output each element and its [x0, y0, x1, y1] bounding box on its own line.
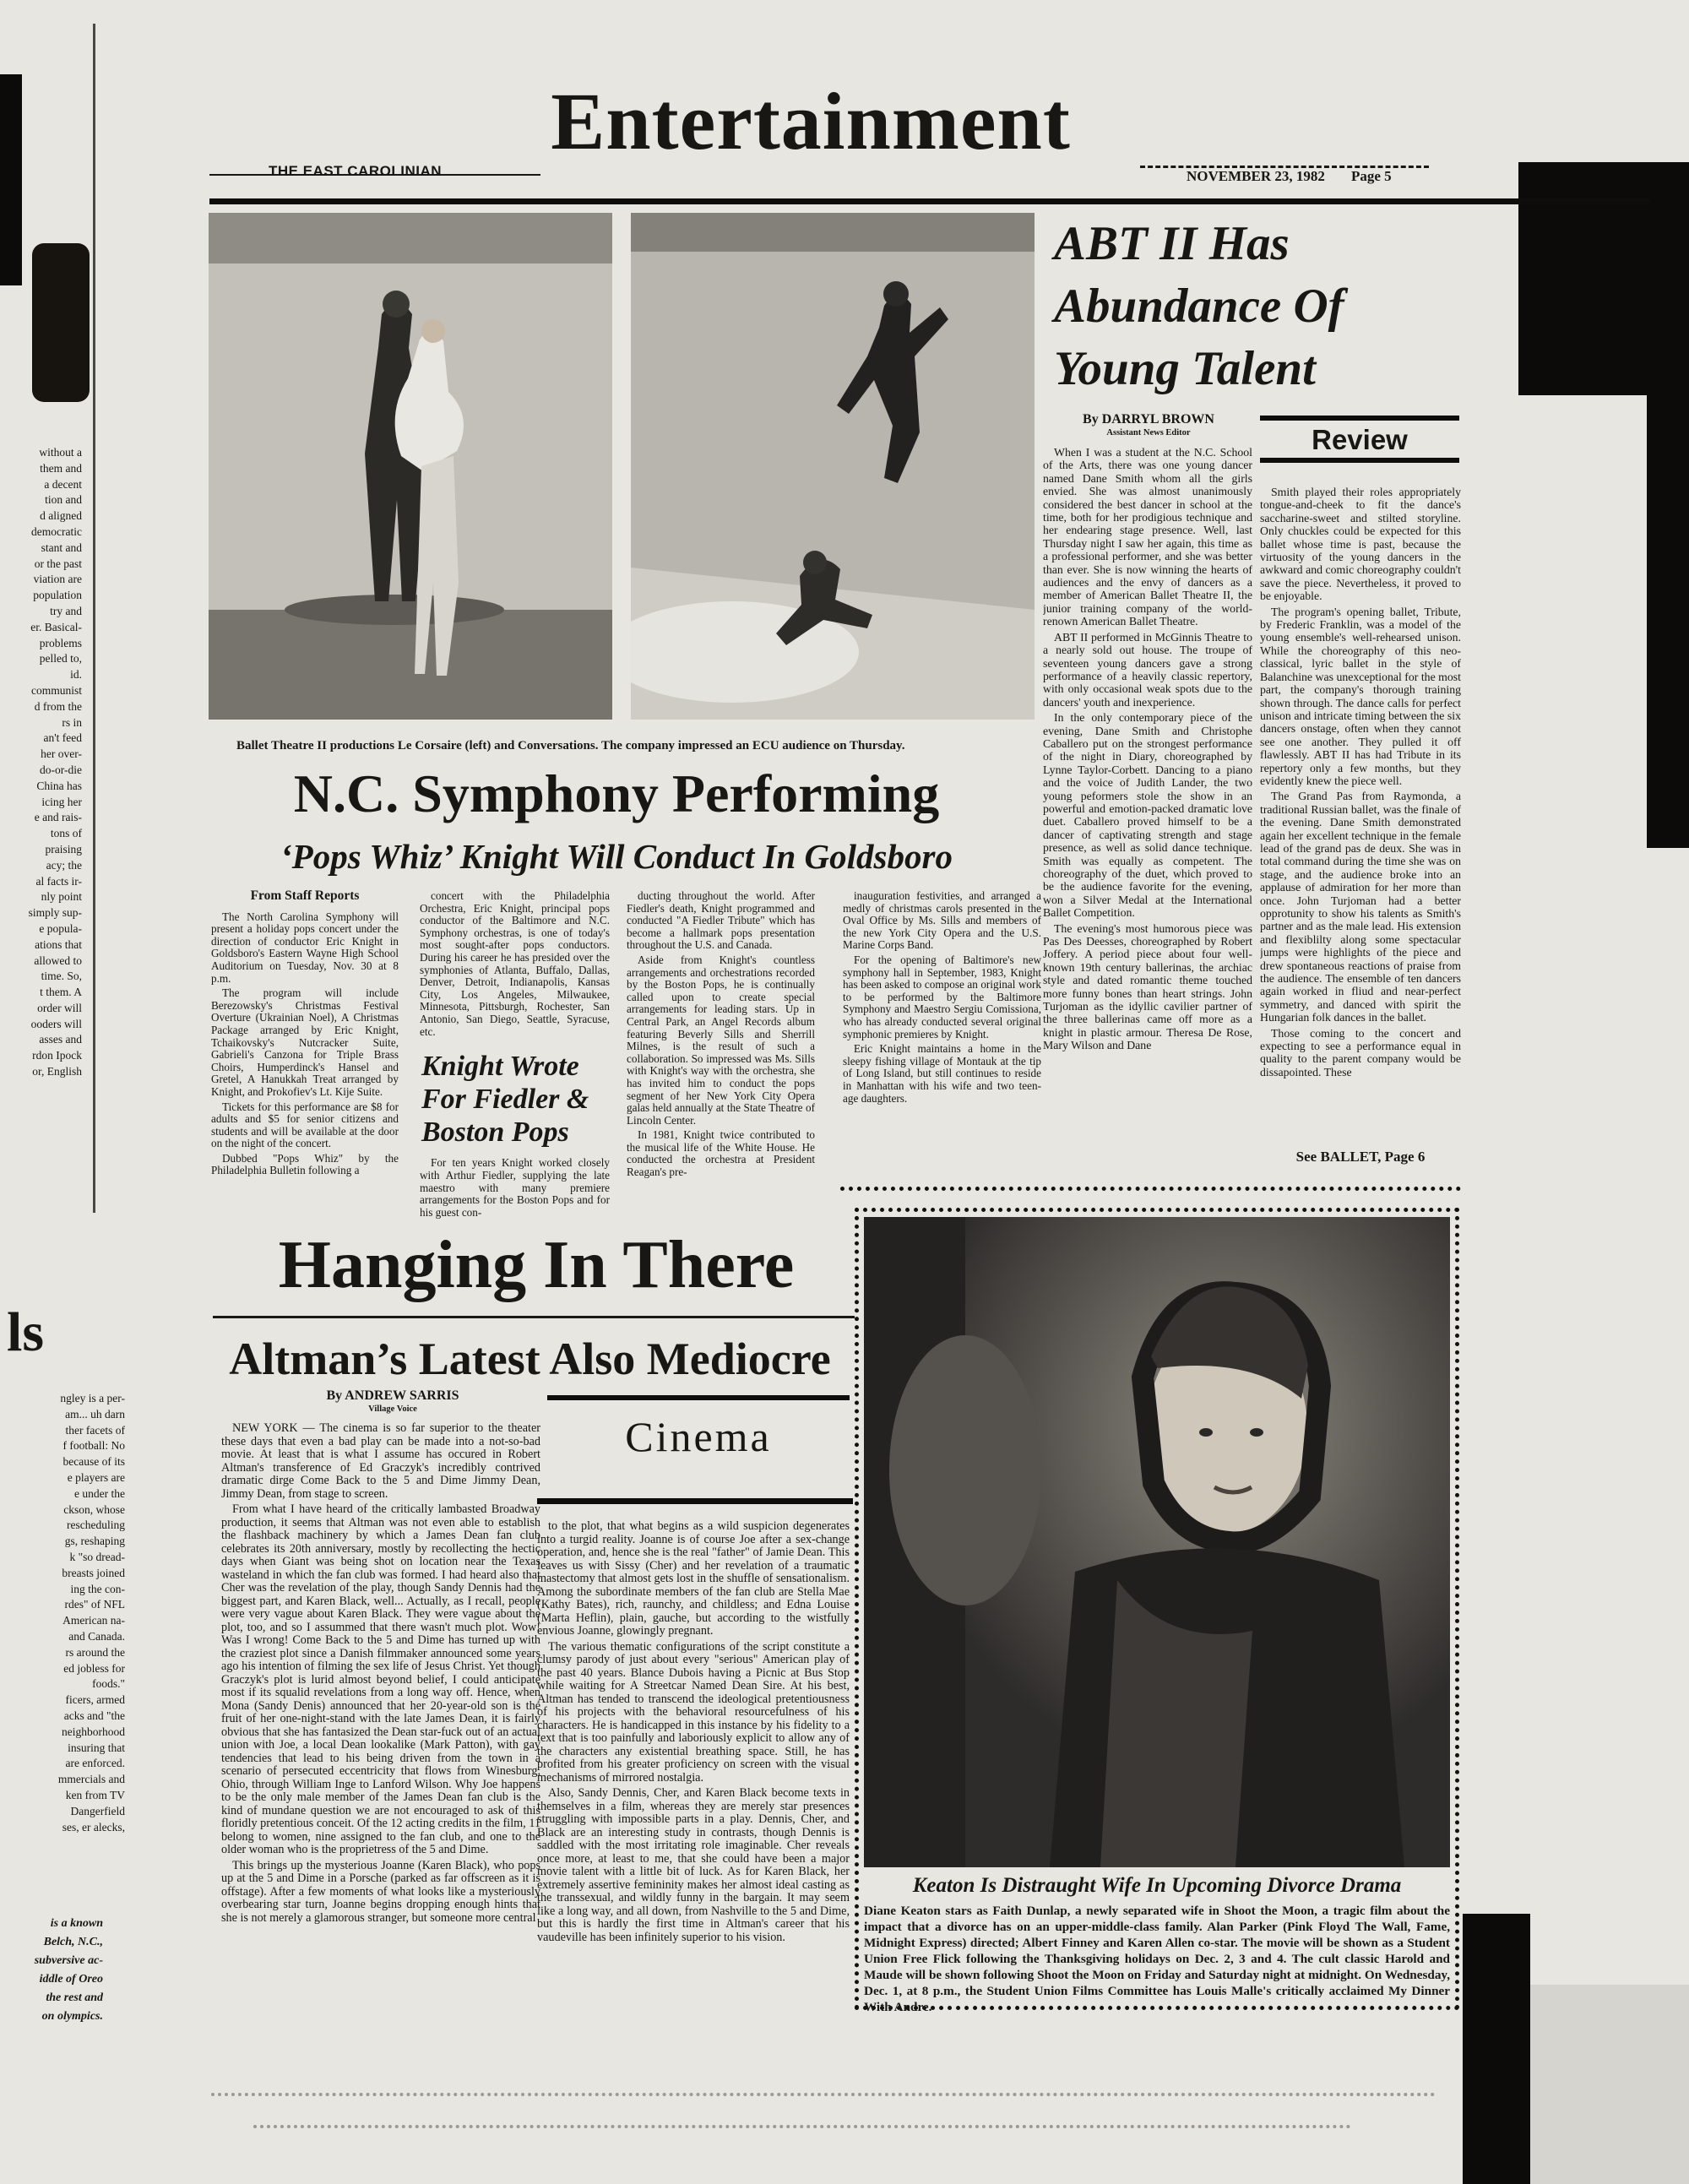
paragraph: id. [70, 668, 82, 682]
paragraph: communist [31, 683, 82, 697]
abt-byline-name: By DARRYL BROWN [1083, 412, 1214, 426]
ballet-photo-left [209, 213, 612, 720]
paragraph: order will [37, 1001, 82, 1014]
scan-black-strip-right [1647, 162, 1689, 848]
page-edge-line [93, 24, 95, 1213]
paragraph: gs, reshaping [64, 1535, 125, 1548]
cinema-byline-name: By ANDREW SARRIS [326, 1388, 459, 1403]
paragraph: inauguration festivities, and arranged a medly of christmas carols presented in the Oval Office by Ms. Sills and members of the new York City Opera and the U.S. Marine Corps Band. [843, 890, 1041, 952]
paragraph: population [33, 589, 82, 602]
paragraph: rdes" of NFL [64, 1598, 125, 1611]
cinema-column-1 [221, 1422, 540, 2018]
paragraph: icing her [41, 795, 82, 808]
symphony-column-1-text [211, 911, 399, 1177]
paragraph: d from the [34, 699, 82, 713]
abt-column-1 [1043, 446, 1252, 1162]
adjacent-page-fragments-bottom [0, 1915, 103, 2051]
adjacent-page-fragments-top [0, 446, 82, 1198]
paragraph: ther facets of [65, 1423, 125, 1437]
paragraph: For ten years Knight worked closely with Arthur Fiedler, supplying the late maestro with many premiere arrangements for the Boston Pops and for his guest con- [420, 1156, 610, 1219]
paragraph: problems [39, 636, 82, 649]
scan-dotted-artifact [253, 2125, 1351, 2128]
paragraph: Smith played their roles appropriately tongue-and-cheek to fit the dance's saccharine-sweet and stilted storyline. Only chuckles could be expected for this ballet whose time is past, because the virtuosity of the young dancers in the awkward and comic choreography couldn't save the piece. Nevertheless, it proved to be enjoyable. [1260, 486, 1461, 603]
paragraph: The evening's most humorous piece was Pas Des Deesses, choreographed by Robert Joffery. A period piece about four well-known 19th century ballerinas, the archiac style and dated romantic theme touched more funny bones than heart strings. John Turjoman as the idyllic cavilier partner of the three ballerinas came off more as a knight in plastic armour. Theresa De Rose, Mary Wilson and Dane [1043, 921, 1252, 1052]
keaton-photo-art [864, 1217, 1450, 1867]
jump-line: See BALLET, Page 6 [1295, 1149, 1426, 1165]
paragraph: al facts ir- [35, 874, 82, 888]
paragraph: Tickets for this performance are $8 for adults and $5 for senior citizens and students and will be available at the door on the night of the concert. [211, 1100, 399, 1150]
paragraph: an't feed [43, 731, 82, 745]
paragraph: foods." [92, 1677, 125, 1691]
paragraph: democratic [31, 524, 82, 538]
paragraph: rescheduling [67, 1518, 125, 1532]
paragraph: Dubbed "Pops Whiz" by the Philadelphia Bulletin following a [211, 1151, 399, 1177]
paragraph: From what I have heard of the critically lambasted Broadway production, it seems that Altman was not even able to establish the flashback machinery by which a James Dean fan club celebrates its 20th anniversary, mostly by recollecting the hectic days when Giant was being shot on location near the Texas wasteland in which the fan club was formed. I had heard also that Cher was the revelation of the play, though Sandy Dennis had the biggest part, and Karen Black, well... Actually, as I recall, people were very vague about Karen Black. They were vague about the plot, too, and so I assummed that there wasn't much plot. Wow! Was I wrong! Come Back to the 5 and Dime has turned up with the craziest plot since a Danish filmmaker announced some years ago his intention of filming the sex life of Jesus Christ. Yet though Graczyk's plot is lurid almost beyond belief, I could anticipate most if its squalid revelations from a long way off. Hence, when Mona (Sandy Denis) announced that her 20-year-old son is the fruit of her one-night-stand with the late James Dean, it is fairly obvious that she has fantasized the Dean star-fuck out of an actual union with Joe, a local Dean lookalike (Mark Patton), with gay tendencies that lead to his being driven from the town in a scenario of persecuted eccentricity that flows from Winesburg, Ohio, through William Inge to Lanford Wilson. Why Joe happens to be the only male member of the James Dean fan club is the kind of mundane question we are not encouraged to ask of this floridly pretentious conceit. Of the 12 acting credits in the film, 11 belong to women, nine assigned to the fan club, and one to the older woman who is the proprietress of the 5 and Dime. [221, 1502, 540, 1856]
cinema-headline: Hanging In There [278, 1228, 795, 1302]
cinema-label-rule-bottom [537, 1498, 853, 1504]
cinema-label-rule-top [547, 1395, 850, 1400]
review-box [1260, 416, 1459, 463]
paragraph: This brings up the mysterious Joanne (Karen Black), who pops up at the 5 and Dime in a Porsche (parked as far offscreen as it is offstage). After a few moments of what looks like a mysteriously overbearing star turn, Joanne begins dropping enough hints that she is not merely a glamorous stranger, but someone more central [221, 1858, 540, 1925]
paragraph: e and rais- [34, 811, 82, 824]
paragraph: is a known [50, 1917, 103, 1930]
paragraph: praising [45, 842, 82, 856]
abt-byline [1045, 412, 1252, 437]
review-label: Review [1312, 424, 1408, 455]
paragraph: tons of [50, 827, 82, 840]
keaton-caption: Diane Keaton stars as Faith Dunlap, a newly separated wife in Shoot the Moon, a tragic film about the impact that a divorce has on an upper-middle-class family. Alan Parker (Pink Floyd The Wall, Fame, Midnight Express) directed; Albert Finney and Karen Allen co-star. The movie will be shown as a Student Union Free Flick following the Thanksgiving holidays on Dec. 2, 3 and 4. The cult classic Harold and Maude will be shown following Shoot the Moon on Friday and Saturday night at midnight. On Wednesday, Dec. 1, at 8 p.m., the Student Union Films Committee has Louis Malle's critically acclaimed My Dinner With Andre. [864, 1904, 1450, 2014]
paragraph: try and [50, 604, 82, 617]
abt-headline: ABT II Has Abundance Of Young Talent [1054, 217, 1344, 396]
paragraph: The North Carolina Symphony will present a holiday pops concert under the direction of conductor Eric Knight in Goldsboro's Eastern Wayne High School Auditorium on Tuesday, Nov. 30 at 8 p.m. [211, 910, 399, 985]
paragraph: do-or-die [40, 763, 82, 776]
paragraph: them and [40, 461, 82, 475]
paragraph: Also, Sandy Dennis, Cher, and Karen Black become texts in themselves in a film, whereas they are merely star presences struggling with impossible parts in a play. Dennis, Cher, and Black are an interesting study in contrasts, though Dennis is saddled with the most irritating role imaginable. Cher reveals once more, at least to me, that she could have been a major movie talent with a little bit of luck. As for Karen Black, her extremely assertive femininity makes her almost ideal casting as the transsexual, and wildly funny in the bargain. It may seem like a long way, and all down, from Nashville to the 5 and Dime, but this is hardly the first time in Altman's career that his vaudeville has been infinitely superior to his vision. [537, 1786, 850, 1944]
paragraph: without a [39, 446, 82, 459]
paragraph: k "so dread- [69, 1550, 125, 1563]
paragraph: time. So, [41, 970, 82, 983]
paragraph: e popula- [39, 921, 82, 935]
symphony-column-3 [627, 890, 815, 1221]
paragraph: ducting throughout the world. After Fiedler's death, Knight programmed and conducted "A Fiedler Tribute" which has become a hallmark pops presentation throughout the U.S. and Canada. [627, 890, 815, 952]
paragraph: e under the [74, 1486, 125, 1500]
staff-credit: From Staff Reports [250, 890, 360, 903]
ballet-photo-right [631, 213, 1035, 720]
paragraph: ficers, armed [65, 1693, 125, 1707]
section-title: Entertainment [551, 76, 1071, 166]
paragraph: viation are [33, 573, 82, 586]
paragraph: Dangerfield [70, 1804, 125, 1817]
paragraph: Belch, N.C., [43, 1936, 103, 1948]
abt-column-2 [1260, 486, 1461, 1143]
paragraph: When I was a student at the N.C. School of the Arts, there was one young dancer named Dane Smith whom all the girls envied. She was almost unanimously considered the best dancer in school at the time, both for her prodigious technique and her endearing stage presence. Well, last Thursday night I saw her again, this time as a professional performer, and she was better than ever. She is now winning the hearts of audiences and the envy of dancers as a member of American Ballet Theatre II, the junior training company of the world-renown American Ballet Theatre. [1043, 446, 1252, 628]
paragraph: American na- [62, 1614, 125, 1627]
symphony-column-4 [843, 890, 1041, 1169]
paragraph: The Grand Pas from Raymonda, a traditional Russian ballet, was the finale of the evening. Dane Smith demonstrated again her excellent technique in the female lead of the grand pas de deux. She was in total command during the time she was on stage, and the audience broke into an applause of admiration for her more than once. John Turjoman had a better opprotunity to show his talents as Smith's partner and as the male lead. His extension and flexiblilty along some spectacular jumps were highlights of the piece and drew spontaneous reactions of praise from the audience. The ensemble of ten dancers again worked in fliud and near-perfect symmetry, and danced with spirit the Hungarian folk dances in the ballet. [1260, 790, 1461, 1024]
paragraph: a decent [44, 477, 82, 491]
dateline: NOVEMBER 23, 1982 [1187, 168, 1325, 184]
header-rule-thick [209, 198, 1650, 204]
paragraph: asses and [39, 1033, 82, 1046]
knight-subhead: Knight Wrote For Fiedler & Boston Pops [421, 1051, 589, 1149]
cinema-label: Cinema [625, 1413, 772, 1460]
paragraph: ooders will [30, 1017, 82, 1030]
cinema-headline-rule [213, 1316, 855, 1318]
paragraph: acks and "the [63, 1709, 125, 1722]
paragraph: allowed to [34, 953, 82, 967]
symphony-column-2-text-top [420, 890, 610, 1038]
paragraph: rs around the [65, 1645, 125, 1659]
paragraph: ing the con- [70, 1582, 125, 1595]
paragraph: ABT II performed in McGinnis Theatre to a nearly sold out house. The troupe of seventeen young dancers gave a strong performance of a heavily classic repertory, with only occasional weak spots due to the dancers' youth and inexperience. [1043, 630, 1252, 709]
paragraph: acy; the [46, 858, 82, 872]
paragraph: ckson, whose [63, 1502, 125, 1516]
paragraph: t them. A [40, 986, 82, 999]
paragraph: Those coming to the concert and expecting to see a performance equal in quality to the parent company would be dissapointed. These [1260, 1026, 1461, 1078]
paragraph: er. Basical- [30, 620, 82, 633]
paragraph: insuring that [68, 1741, 125, 1754]
paragraph: ations that [35, 937, 82, 951]
paragraph: the rest and [46, 1991, 103, 2004]
symphony-column-1 [211, 890, 399, 1221]
section-dotted-rule [840, 1187, 1461, 1191]
paragraph: The various thematic configurations of the script constitute a clumsy parody of just about every "serious" American play of the past 40 years. Blance Dubois having a Picnic at Bus Stop while waiting for A Streetcar Named Dean Sire. At his best, Altman has tended to transcend the ideological pretentiousness of his projects with the behavioral resourcefulness of his characters. He is handicapped in this instance by his fidelity to a text that is too painfully and laboriously explicit to allow any of the characters any existential breathing space. Still, he has profited from his greater proficiency on screen with the visual mechanisms of mirrored nostalgia. [537, 1639, 850, 1785]
paragraph: ken from TV [65, 1788, 125, 1801]
scan-gray-panel [1530, 1985, 1689, 2184]
paragraph: For the opening of Baltimore's new symphony hall in September, 1983, Knight has been asked to compose an original work to be performed by the Baltimore Symphony and Maestro Sergiu Comissiona, who has already conducted several original symphonic premieres by Knight. [843, 953, 1041, 1040]
paragraph: subversive ac- [34, 1954, 103, 1967]
paragraph: because of its [62, 1455, 125, 1469]
paragraph: d aligned [40, 509, 82, 523]
paragraph: neighborhood [62, 1725, 125, 1738]
ballet-photo-right-art [631, 213, 1035, 720]
abt-byline-title: Assistant News Editor [1106, 428, 1191, 437]
adjacent-page-fragments-sports [0, 1392, 125, 1899]
adjacent-page-ad-art [32, 243, 90, 402]
paragraph: tion and [45, 493, 82, 507]
symphony-subhead: ‘Pops Whiz’ Knight Will Conduct In Goldsboro [280, 837, 953, 876]
symphony-column-2 [420, 890, 610, 1221]
paragraph: or, English [32, 1065, 82, 1078]
paragraph: f football: No [62, 1439, 125, 1453]
cinema-byline [253, 1388, 532, 1414]
paragraph: stant and [41, 541, 82, 554]
paragraph: ses, er alecks, [62, 1820, 125, 1834]
paragraph: ngley is a per- [60, 1392, 125, 1404]
paragraph: ed jobless for [63, 1661, 125, 1675]
photo-caption: Ballet Theatre II productions Le Corsaire (left) and Conversations. The company impressed an ECU audience on Thursday. [236, 739, 905, 752]
paragraph: are enforced. [65, 1757, 125, 1770]
paragraph: simply sup- [28, 906, 82, 920]
paragraph: breasts joined [62, 1566, 125, 1579]
symphony-headline: N.C. Symphony Performing [293, 763, 940, 823]
paragraph: nly point [41, 890, 82, 904]
paragraph: her over- [41, 747, 82, 761]
keaton-photo-box [855, 1208, 1459, 2014]
paragraph: or the past [34, 557, 82, 570]
scan-dotted-artifact [211, 2093, 1436, 2096]
ballet-photo-left-art [209, 213, 612, 720]
page-number: Page 5 [1351, 168, 1392, 184]
paragraph: The program's opening ballet, Tribute, by Frederic Franklin, was a model of the young ensemble's well-rehearsed unison. While the choreography of this neo-classical, lyric ballet in the style of Balanchine was unexceptional for the most part, the company's thorough training shown through. The dance calls for perfect unison and intricate timing between the six dancers onstage, often when they cannot see one another. They pulled it off flawlessly. ABT II has had Tribute in its repertory only a few months, but they evidently knew the piece well. [1260, 605, 1461, 787]
paragraph: rdon Ipock [32, 1049, 82, 1062]
paragraph: pelled to, [39, 652, 82, 666]
paragraph: Aside from Knight's countless arrangements and orchestrations recorded by the Boston Pops, he is continually called upon to create special arrangements for leading stars. Up in Central Park, an Angel Records album featuring Beverly Sills and Sherrill Milnes, is the result of such a collaboration. So impressed was Ms. Sills with Knight's way with the orchestra, she has invited him to conduct the pops segment of her New York City Opera galas held annually at the State Theatre of Lincoln Center. [627, 953, 815, 1127]
cinema-column-2 [537, 1520, 850, 2061]
adjacent-page-headline-fragment: ls [7, 1301, 45, 1363]
cinema-byline-title: Village Voice [368, 1404, 417, 1414]
symphony-column-2-text-bottom [420, 1157, 610, 1219]
paragraph: e players are [67, 1470, 125, 1484]
paragraph: to the plot, that what begins as a wild suspicion degenerates into a turgid reality. Joanne is of course Joe after a sex-change operation, and, hence she is the real "father" of Jamie Dean. This leaves us with Sissy (Cher) and her revelation of a traumatic mastectomy that almost gets lost in the shuffle of sensationalism. Among the subordinate members of the fan club are Stella Mae (Kathy Bates), rich, raunchy, and childless; and Edna Louise (Marta Heflin), plain, gauche, but according to the wistfully envious Joanne, glowingly pregnant. [537, 1520, 850, 1638]
paragraph: mmercials and [57, 1773, 125, 1786]
paragraph: rs in [62, 715, 82, 729]
publication-name: THE EAST CAROLINIAN [269, 163, 442, 179]
keaton-photo [864, 1217, 1450, 1867]
paragraph: NEW YORK — The cinema is so far superior to the theater these days that even a bad play can be made into a not-so-bad movie. At least that is what I assume has occured in Robert Altman's transference of Ed Graczyk's incredibly contrived dramatic dirge Come Back to the 5 and Dime Jimmy Dean, Jimmy Dean, from stage to screen. [221, 1422, 540, 1501]
cinema-subhead: Altman’s Latest Also Mediocre [229, 1334, 831, 1384]
scan-black-bar-bottom-right [1463, 1914, 1530, 2184]
paragraph: and Canada. [68, 1629, 125, 1643]
paragraph: Eric Knight maintains a home in the sleepy fishing village of Montauk at the tip of Long Island, but still continues to reside in Manhattan with his wife and two teen-age daughters. [843, 1042, 1041, 1105]
paragraph: In 1981, Knight twice contributed to the musical life of the White House. He conducted the orchestra at President Reagan's pre- [627, 1128, 815, 1179]
paragraph: The program will include Berezowsky's Christmas Festival Overture (Ukrainian Noel), A Christmas Package arranged by Eric Knight, Tchaikovsky's Nutcracker Suite, Gabrieli's Canzona for Triple Brass Choirs, Humperdinck's Hansel and Gretel, A Hanukkah Treat arranged by Knight, and Prokofiev's Lt. Kije Suite. [211, 986, 399, 1098]
paragraph: on olympics. [41, 2010, 103, 2023]
paragraph: concert with the Philadelphia Orchestra, Eric Knight, principal pops conductor of the Baltimore and N.C. Symphony orchestras, is one of today's most sought-after pops conductors. During his career he has presided over the symphonies of Atlanta, Buffalo, Dallas, Denver, Detroit, Indianapolis, Kansas City, Los Angeles, Milwaukee, Minnesota, Pittsburgh, Rochester, San Antonio, San Diego, Seattle, Syracuse, etc. [420, 890, 610, 1038]
paragraph: iddle of Oreo [39, 1973, 103, 1986]
paragraph: In the only contemporary piece of the evening, Dane Smith and Christophe Caballero put on the strongest performance of the night in Diary, choreographed by Lynne Taylor-Corbett. Dancing to a piano and the voice of Judith Lander, the two young peformers stole the show in an powerful and emotion-packed dramatic love duet. Caballero proved himself to be a dancer of captivating strength and stage presence, as well as solid dance technique. Smith was equally as competent. The choreography of the duet, which proved to be the audience favorite for the evening, won a Silver Medal at the International Ballet Competition. [1043, 711, 1252, 920]
paragraph: China has [36, 779, 82, 792]
scan-black-bar-left [0, 74, 22, 285]
keaton-caption-headline: Keaton Is Distraught Wife In Upcoming Divorce Drama [912, 1874, 1402, 1897]
paragraph: am... uh darn [65, 1407, 125, 1421]
